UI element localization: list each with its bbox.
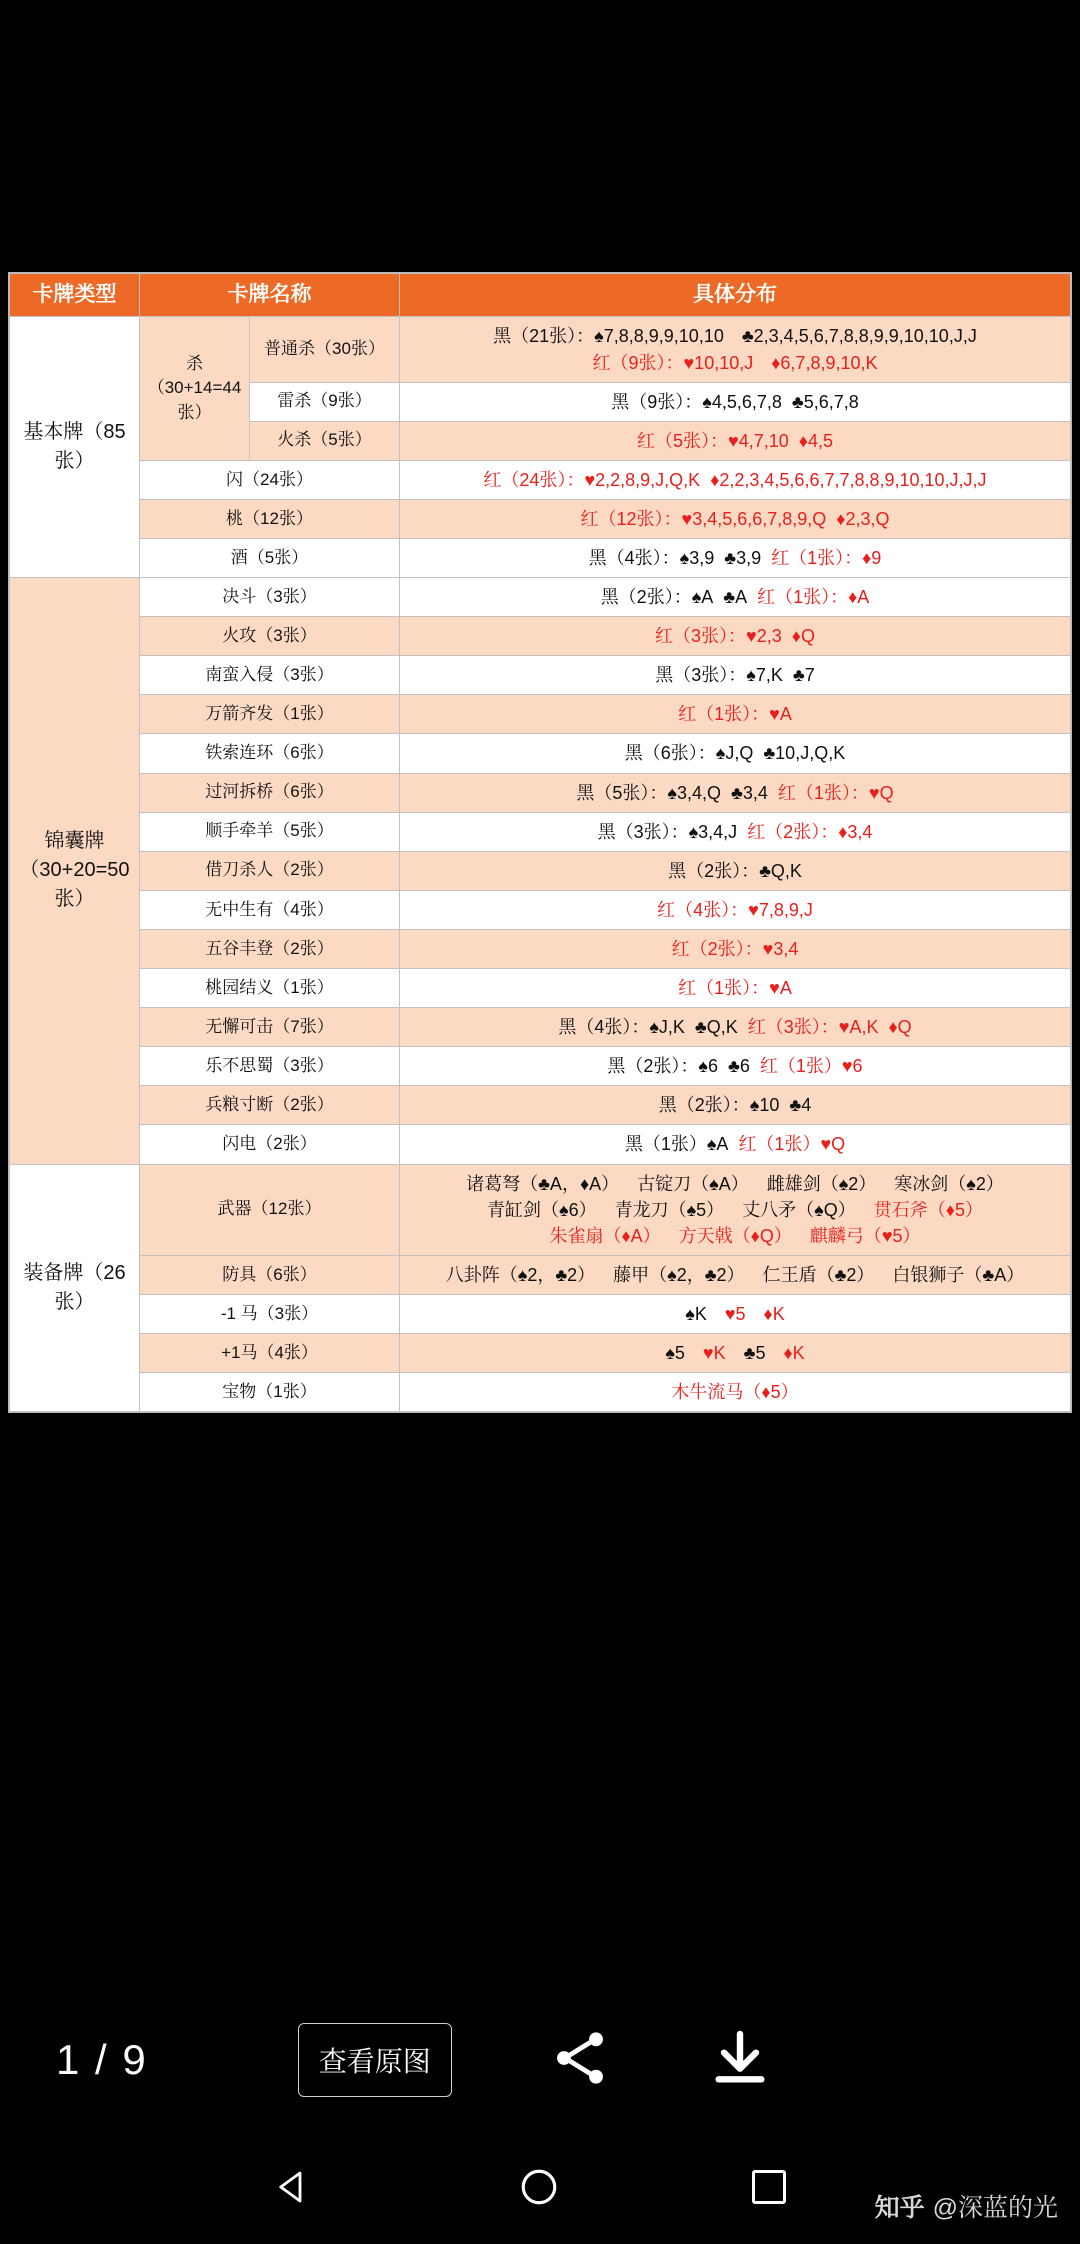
- card-distribution: [400, 382, 1071, 421]
- card-distribution-image[interactable]: [8, 272, 1072, 1413]
- view-original-button[interactable]: 查看原图: [298, 2023, 452, 2097]
- page-indicator: 1 / 9: [56, 2036, 148, 2083]
- dist-part: 红（1张）：♥A: [678, 704, 792, 725]
- dist-part: ♥5: [724, 1303, 746, 1324]
- card-distribution: [400, 1333, 1071, 1372]
- dist-part: 红（2张）：♥3,4: [671, 938, 799, 959]
- watermark: [875, 2188, 1058, 2224]
- header-distribution: 具体分布: [400, 274, 1071, 317]
- card-distribution: [400, 1164, 1071, 1255]
- dist-part: ♦Q: [888, 1017, 912, 1038]
- group-type-equipment: 装备牌（26张）: [10, 1164, 140, 1412]
- card-distribution: [400, 929, 1071, 968]
- dist-part: 黑（2张）：♠6: [607, 1056, 719, 1077]
- dist-part: ♦K: [783, 1342, 805, 1363]
- card-name: 桃（12张）: [140, 499, 400, 538]
- table-row: [10, 812, 1071, 851]
- table-row: [10, 499, 1071, 538]
- card-name: 无懈可击（7张）: [140, 1008, 400, 1047]
- viewer-bottom-bar: [0, 1992, 1080, 2128]
- table-header-row: [10, 274, 1071, 317]
- card-distribution-table: [9, 273, 1071, 1412]
- header-card-type: 卡牌类型: [10, 274, 140, 317]
- share-icon[interactable]: [548, 2026, 612, 2095]
- dist-part: 黑（3张）：♠7,K: [655, 665, 783, 686]
- card-distribution: [400, 734, 1071, 773]
- card-distribution: [400, 317, 1071, 382]
- card-distribution: [400, 1086, 1071, 1125]
- card-name: 武器（12张）: [140, 1164, 400, 1255]
- table-row: [10, 773, 1071, 812]
- card-distribution: [400, 1125, 1071, 1164]
- table-row: [10, 734, 1071, 773]
- dist-part: ♣10,J,Q,K: [763, 743, 846, 764]
- dist-part: ♣3,4: [731, 782, 768, 803]
- dist-part: 红（1张）：♦A: [757, 587, 870, 608]
- card-distribution: [400, 890, 1071, 929]
- card-name: 过河拆桥（6张）: [140, 773, 400, 812]
- dist-part: 红（24张）：♥2,2,8,9,J,Q,K: [483, 469, 701, 490]
- subgroup-sha: 杀（30+14=44张）: [140, 317, 250, 460]
- dist-part: 诸葛弩（♣A，♦A）: [466, 1173, 620, 1194]
- dist-part: ♦Q: [791, 626, 815, 647]
- dist-part: 红（3张）：♥A,K: [747, 1017, 879, 1038]
- table-row: [10, 1086, 1071, 1125]
- card-distribution: [400, 1008, 1071, 1047]
- dist-part: 红（2张）：♦3,4: [747, 821, 873, 842]
- dist-part: 白银狮子（♣A）: [892, 1264, 1025, 1285]
- dist-part: 黑（4张）：♠J,K: [558, 1017, 685, 1038]
- dist-part: ♣7: [792, 665, 815, 686]
- dist-part: 贯石斧（♦5）: [873, 1199, 983, 1220]
- card-name: 乐不思蜀（3张）: [140, 1047, 400, 1086]
- dist-part: ♠K: [685, 1303, 707, 1324]
- card-distribution: [400, 1373, 1071, 1412]
- dist-part: 红（9张）：♥10,10,J: [592, 352, 754, 373]
- dist-part: 青缸剑（♠6）: [487, 1199, 597, 1220]
- table-row: [10, 969, 1071, 1008]
- android-nav-bar: [0, 2128, 1080, 2244]
- dist-part: 黑（1张）♠A: [624, 1134, 729, 1155]
- table-row: [10, 1294, 1071, 1333]
- dist-part: ♦2,2,3,4,5,6,6,7,7,8,8,9,10,10,J,J,J: [710, 469, 987, 490]
- dist-part: 黑（3张）：♠3,4,J: [597, 821, 738, 842]
- dist-part: 红（1张）♥6: [759, 1056, 863, 1077]
- card-name: 南蛮入侵（3张）: [140, 656, 400, 695]
- card-name: +1马（4张）: [140, 1333, 400, 1372]
- table-row: [10, 617, 1071, 656]
- card-name: 闪电（2张）: [140, 1125, 400, 1164]
- card-distribution: [400, 656, 1071, 695]
- dist-part: 黑（5张）：♠3,4,Q: [576, 782, 722, 803]
- dist-part: 寒冰剑（♠2）: [894, 1173, 1004, 1194]
- card-name: -1 马（3张）: [140, 1294, 400, 1333]
- download-icon[interactable]: [708, 2026, 772, 2095]
- dist-part: 黑（2张）：♣Q,K: [668, 860, 802, 881]
- dist-part: 藤甲（♠2，♣2）: [613, 1264, 745, 1285]
- card-distribution: [400, 812, 1071, 851]
- home-circle-icon[interactable]: [518, 2166, 560, 2213]
- card-distribution: [400, 1294, 1071, 1333]
- dist-part: ♣3,9: [724, 548, 762, 568]
- dist-part: 红（1张）：♦9: [771, 548, 882, 568]
- dist-part: 红（1张）♥Q: [738, 1134, 846, 1155]
- card-distribution: [400, 851, 1071, 890]
- table-row: [10, 578, 1071, 617]
- table-row: [10, 1125, 1071, 1164]
- card-distribution: [400, 460, 1071, 499]
- card-name: 火攻（3张）: [140, 617, 400, 656]
- card-name: 顺手牵羊（5张）: [140, 812, 400, 851]
- card-name: 五谷丰登（2张）: [140, 929, 400, 968]
- dist-part: 红（1张）：♥Q: [777, 782, 894, 803]
- dist-part: ♥K: [702, 1342, 726, 1363]
- dist-part: 黑（2张）：♠10: [658, 1095, 780, 1116]
- zhihu-logo: 知乎: [874, 2194, 925, 2222]
- dist-part: 红（3张）：♥2,3: [655, 626, 782, 647]
- card-name: 无中生有（4张）: [140, 890, 400, 929]
- dist-part: 麒麟弓（♥5）: [809, 1225, 921, 1246]
- dist-part: 黑（4张）：♠3,9: [588, 548, 715, 568]
- table-row: [10, 890, 1071, 929]
- card-distribution: [400, 421, 1071, 460]
- table-row: [10, 1255, 1071, 1294]
- table-row: [10, 539, 1071, 578]
- table-row: [10, 851, 1071, 890]
- card-name: 普通杀（30张）: [250, 317, 400, 382]
- table-row: [10, 1164, 1071, 1255]
- group-type-basic: 基本牌（85张）: [10, 317, 140, 578]
- card-distribution: [400, 499, 1071, 538]
- dist-part: 雌雄剑（♠2）: [766, 1173, 877, 1194]
- card-name: 雷杀（9张）: [250, 382, 400, 421]
- table-row: [10, 1047, 1071, 1086]
- card-distribution: [400, 969, 1071, 1008]
- table-row: [10, 695, 1071, 734]
- card-name: 宝物（1张）: [140, 1373, 400, 1412]
- table-row: [10, 460, 1071, 499]
- dist-part: ♣5: [743, 1342, 766, 1363]
- dist-part: 红（5张）：♥4,7,10: [637, 430, 789, 451]
- card-name: 万箭齐发（1张）: [140, 695, 400, 734]
- dist-part: ♠5: [665, 1342, 685, 1363]
- card-distribution: [400, 539, 1071, 578]
- dist-part: 丈八矛（♠Q）: [742, 1199, 856, 1220]
- dist-part: ♦K: [763, 1303, 785, 1324]
- dist-part: 红（4张）：♥7,8,9,J: [657, 899, 813, 920]
- card-name: 防具（6张）: [140, 1255, 400, 1294]
- dist-part: ♣6: [728, 1056, 750, 1077]
- dist-part: 八卦阵（♠2，♣2）: [445, 1264, 596, 1285]
- card-name: 闪（24张）: [140, 460, 400, 499]
- dist-part: ♣2,3,4,5,6,7,8,8,9,9,10,10,J,J: [741, 326, 977, 347]
- card-distribution: [400, 617, 1071, 656]
- group-type-trick: 锦囊牌（30+20=50张）: [10, 578, 140, 1164]
- dist-part: 朱雀扇（♦A）: [549, 1225, 661, 1246]
- card-name: 借刀杀人（2张）: [140, 851, 400, 890]
- dist-part: 红（12张）：♥3,4,5,6,6,7,8,9,Q: [580, 508, 827, 529]
- dist-part: ♣A: [723, 587, 748, 608]
- recents-square-icon[interactable]: [752, 2170, 786, 2204]
- dist-part: 红（1张）：♥A: [678, 978, 792, 999]
- dist-part: 黑（6张）：♠J,Q: [624, 743, 754, 764]
- card-name: 酒（5张）: [140, 539, 400, 578]
- table-row: [10, 1008, 1071, 1047]
- watermark-user: @深蓝的光: [932, 2194, 1058, 2222]
- card-distribution: [400, 1255, 1071, 1294]
- dist-part: 黑（9张）：♠4,5,6,7,8: [611, 391, 782, 412]
- card-distribution: [400, 578, 1071, 617]
- header-card-name: 卡牌名称: [140, 274, 400, 317]
- dist-part: ♣Q,K: [694, 1017, 738, 1038]
- dist-part: 青龙刀（♠5）: [614, 1199, 725, 1220]
- card-distribution: [400, 695, 1071, 734]
- dist-part: ♦2,3,Q: [836, 508, 890, 529]
- card-name: 决斗（3张）: [140, 578, 400, 617]
- dist-part: 木牛流马（♦5）: [671, 1382, 799, 1403]
- dist-part: 黑（2张）：♠A: [600, 587, 714, 608]
- card-distribution: [400, 1047, 1071, 1086]
- table-row: [10, 1373, 1071, 1412]
- table-row: [10, 317, 1071, 382]
- dist-part: ♣4: [789, 1095, 812, 1116]
- dist-part: ♦6,7,8,9,10,K: [771, 352, 878, 373]
- table-row: [10, 656, 1071, 695]
- table-row: [10, 1333, 1071, 1372]
- dist-part: 古锭刀（♠A）: [637, 1173, 749, 1194]
- dist-part: 仁王盾（♣2）: [762, 1264, 875, 1285]
- dist-part: ♣5,6,7,8: [791, 391, 859, 412]
- card-name: 兵粮寸断（2张）: [140, 1086, 400, 1125]
- card-name: 铁索连环（6张）: [140, 734, 400, 773]
- dist-part: ♦4,5: [798, 430, 833, 451]
- card-distribution: [400, 773, 1071, 812]
- card-name: 桃园结义（1张）: [140, 969, 400, 1008]
- back-triangle-icon[interactable]: [272, 2166, 314, 2213]
- card-name: 火杀（5张）: [250, 421, 400, 460]
- dist-part: 方天戟（♦Q）: [678, 1225, 792, 1246]
- table-row: [10, 929, 1071, 968]
- dist-part: 黑（21张）：♠7,8,8,9,9,10,10: [493, 326, 724, 347]
